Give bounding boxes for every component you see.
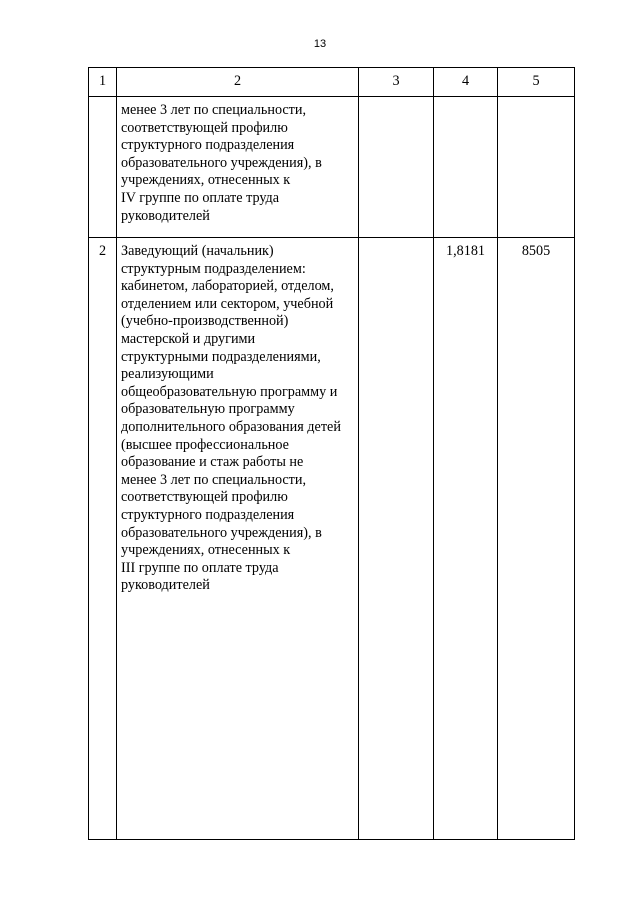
table-header-row <box>89 68 575 97</box>
position-description: менее 3 лет по специальности, соответствующей профилю структурного подразделения образовательного учреждения), в учреждениях, отнесенных к IV группе по оплате труда руководителей <box>117 97 359 238</box>
row-number: 2 <box>89 238 117 840</box>
header-col-5: 5 <box>498 68 575 97</box>
header-col-4: 4 <box>434 68 498 97</box>
header-col-3: 3 <box>359 68 434 97</box>
table-row <box>89 238 575 840</box>
salary-table <box>88 67 575 840</box>
coefficient-value: 1,8181 <box>434 238 498 840</box>
row-number <box>89 97 117 238</box>
header-col-2: 2 <box>117 68 359 97</box>
page-number: 13 <box>313 38 327 50</box>
salary-value: 8505 <box>498 238 575 840</box>
header-col-1: 1 <box>89 68 117 97</box>
position-description: Заведующий (начальник) структурным подразделением: кабинетом, лабораторией, отделом, отделением или сектором, учебной (учебно-производственной) мастерской и другими структурными подразделениями, реализующими общеобразовательную программу и образовательную программу дополнительного образования детей (высшее профессиональное образование и стаж работы не менее 3 лет по специальности, соответствующей профилю структурного подразделения образовательного учреждения), в учреждениях, отнесенных к III группе по оплате труда руководителей <box>117 238 359 840</box>
table-row <box>89 97 575 238</box>
col-3-value <box>359 97 434 238</box>
col-3-value <box>359 238 434 840</box>
coefficient-value <box>434 97 498 238</box>
salary-value <box>498 97 575 238</box>
